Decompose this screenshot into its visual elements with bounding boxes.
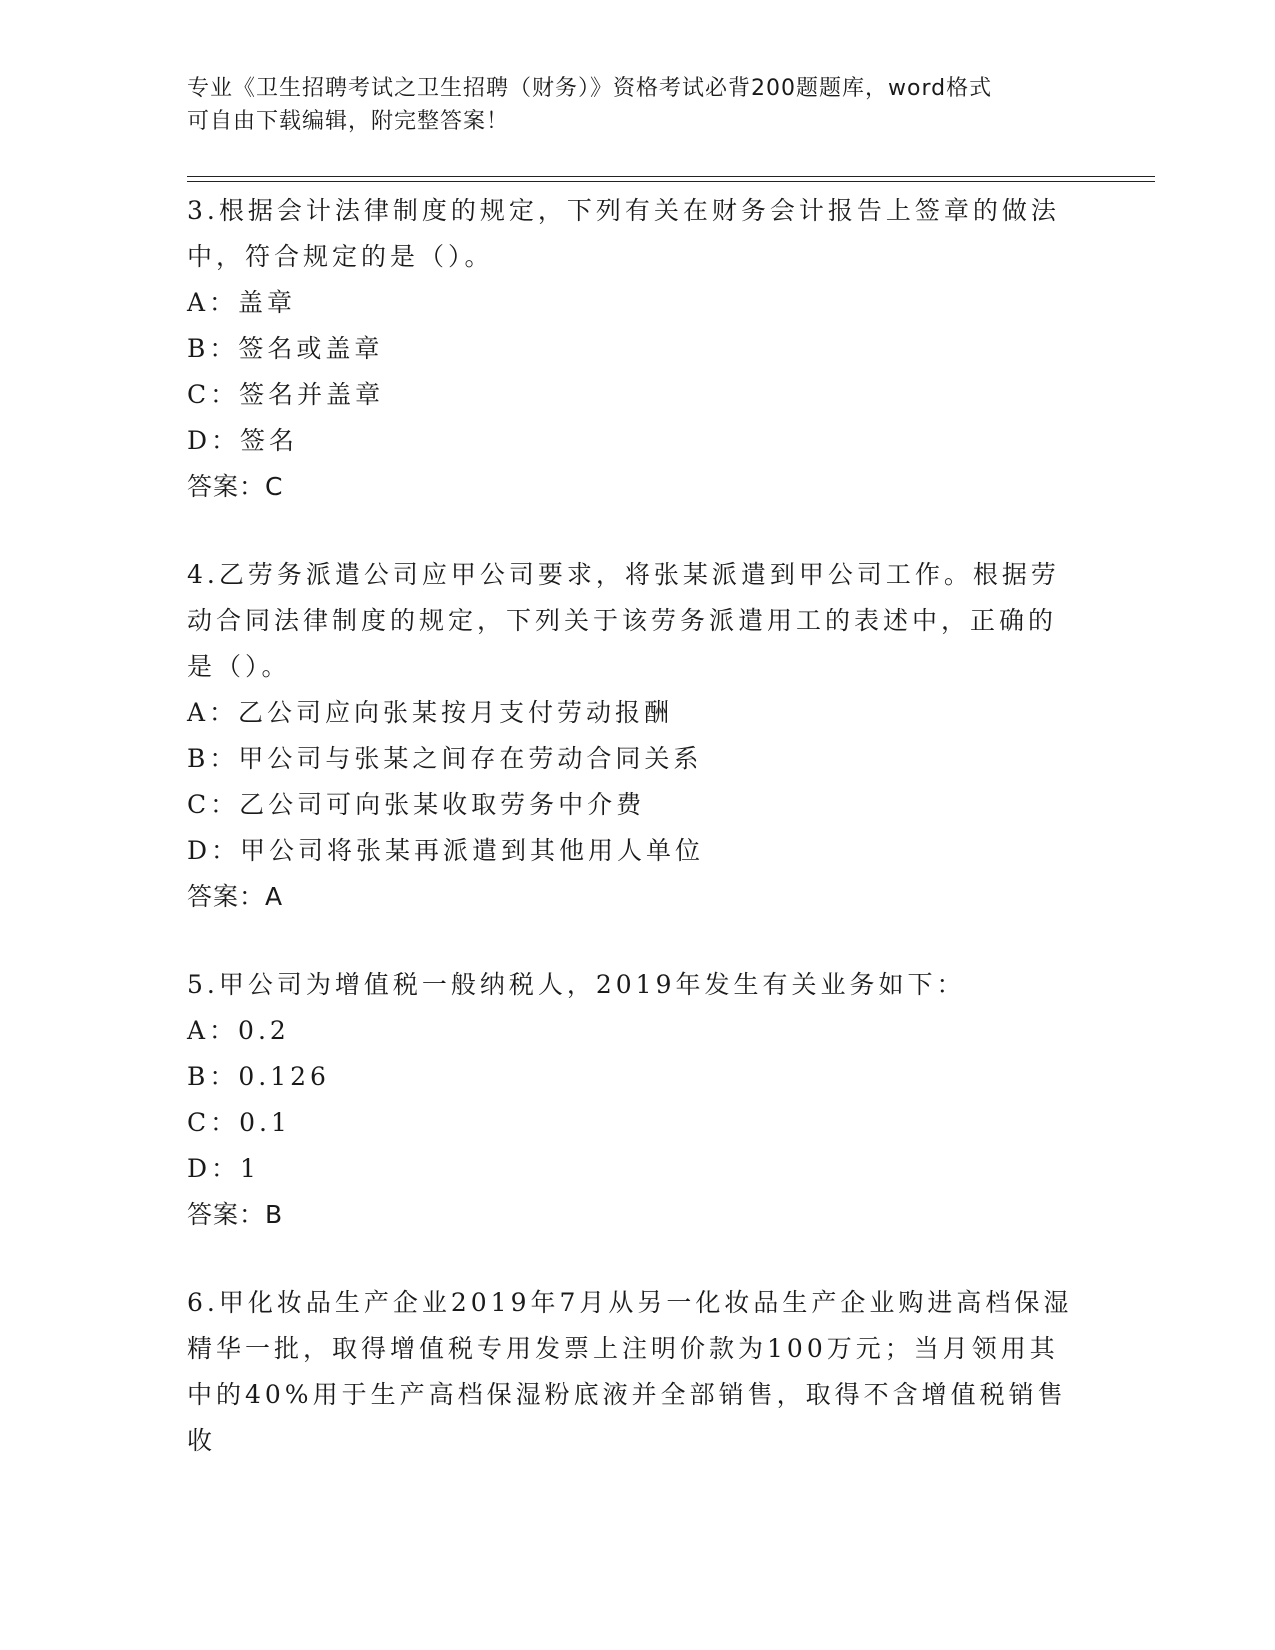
question-3 (187, 188, 1087, 510)
stem-line: 中的40%用于生产高档保湿粉底液并全部销售，取得不含增值税销售收 (187, 1380, 1067, 1455)
option-c: C：0.1 (187, 1108, 291, 1137)
header-line-1: 专业《卫生招聘考试之卫生招聘（财务）》资格考试必背200题题库，word格式 (187, 76, 993, 101)
header-rule-bottom (187, 181, 1155, 182)
question-list (187, 188, 1087, 1464)
option-d: D：1 (187, 1154, 260, 1183)
option-a: A：盖章 (187, 288, 297, 317)
question-stem (187, 552, 1087, 690)
spacer (187, 920, 1087, 962)
option-d: D：签名 (187, 426, 299, 455)
document-header (187, 72, 1067, 138)
header-line-2: 可自由下载编辑，附完整答案！ (187, 109, 510, 134)
question-4 (187, 552, 1087, 920)
header-rule-top (187, 176, 1155, 177)
stem-line: 3.根据会计法律制度的规定，下列有关在财务会计报告上签章的做法 (187, 196, 1060, 225)
question-6 (187, 1280, 1087, 1464)
option-c: C：签名并盖章 (187, 380, 385, 409)
stem-line: 6.甲化妆品生产企业2019年7月从另一化妆品生产企业购进高档保湿 (187, 1288, 1073, 1317)
option-a: A：0.2 (187, 1016, 290, 1045)
stem-line: 中，符合规定的是（）。 (187, 242, 494, 271)
question-stem (187, 1280, 1087, 1464)
option-d: D：甲公司将张某再派遣到其他用人单位 (187, 836, 705, 865)
option-b: B：0.126 (187, 1062, 330, 1091)
stem-line: 动合同法律制度的规定，下列关于该劳务派遣用工的表述中，正确的 (187, 606, 1058, 635)
option-c: C：乙公司可向张某收取劳务中介费 (187, 790, 646, 819)
question-5 (187, 962, 1087, 1238)
spacer (187, 510, 1087, 552)
stem-line: 5.甲公司为增值税一般纳税人，2019年发生有关业务如下： (187, 970, 966, 999)
question-stem (187, 188, 1087, 280)
stem-line: 是（）。 (187, 652, 291, 681)
stem-line: 4.乙劳务派遣公司应甲公司要求，将张某派遣到甲公司工作。根据劳 (187, 560, 1060, 589)
answer-line: 答案：A (187, 882, 284, 911)
option-b: B：甲公司与张某之间存在劳动合同关系 (187, 744, 703, 773)
spacer (187, 1238, 1087, 1280)
option-b: B：签名或盖章 (187, 334, 384, 363)
answer-line: 答案：B (187, 1200, 284, 1229)
question-stem (187, 962, 1087, 1008)
answer-line: 答案：C (187, 472, 284, 501)
stem-line: 精华一批，取得增值税专用发票上注明价款为100万元；当月领用其 (187, 1334, 1059, 1363)
option-a: A：乙公司应向张某按月支付劳动报酬 (187, 698, 674, 727)
